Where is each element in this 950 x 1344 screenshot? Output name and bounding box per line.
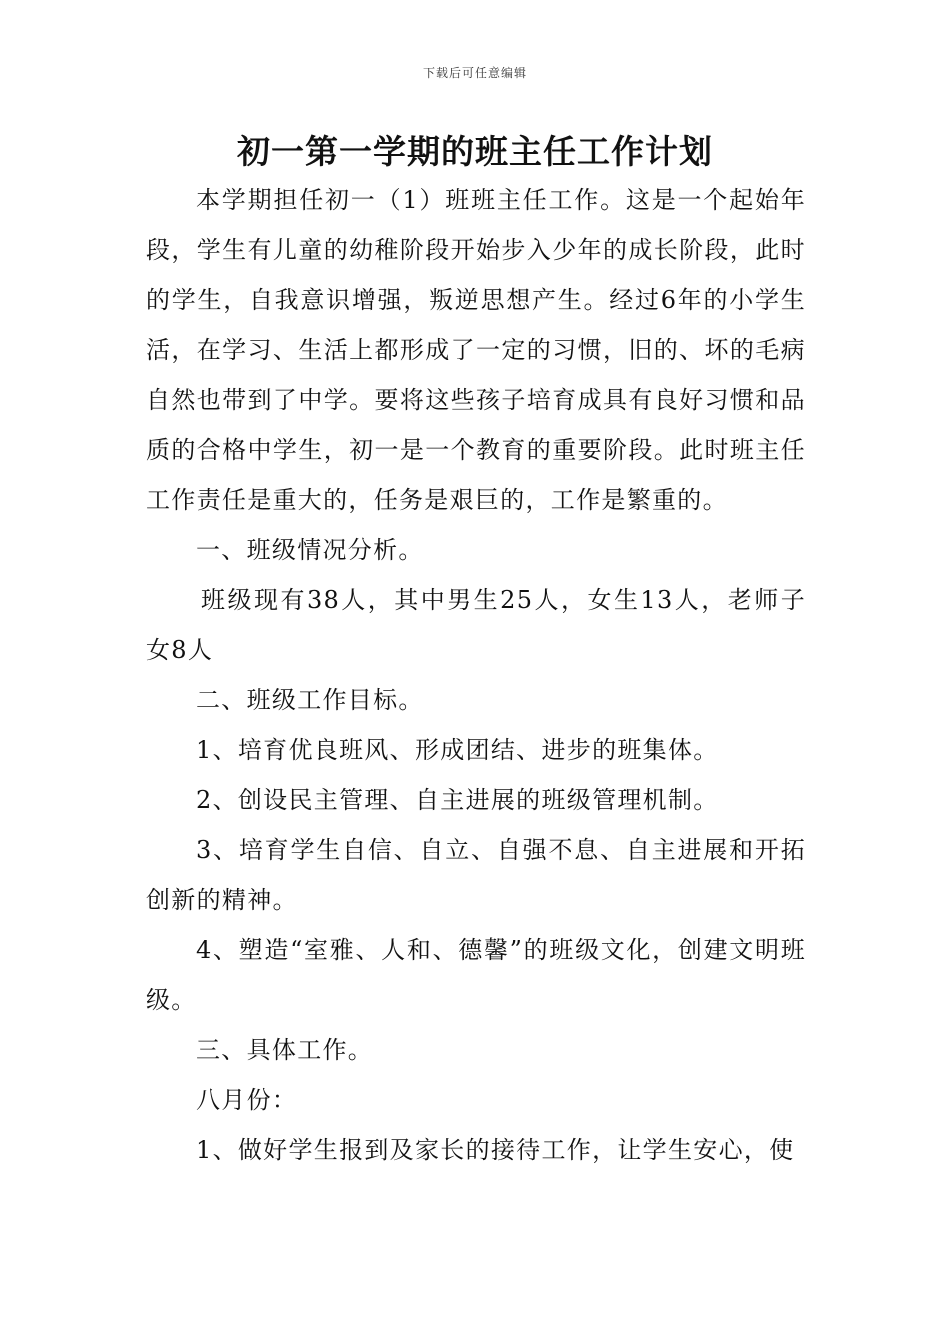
- goal-item-4: 4、塑造“室雅、人和、德馨”的班级文化，创建文明班级。: [146, 936, 806, 1014]
- section-heading-class-analysis: 一、班级情况分析。: [196, 536, 424, 564]
- goal-item-3: 3、培育学生自信、自立、自强不息、自主进展和开拓创新的精神。: [146, 836, 806, 914]
- month-heading-august: 八月份：: [196, 1086, 298, 1114]
- paragraph-intro: 本学期担任初一（1）班班主任工作。这是一个起始年段，学生有儿童的幼稚阶段开始步入少年的成长阶段，此时的学生，自我意识增强，叛逆思想产生。经过6年的小学生活，在学习、生活上都形成了一定的习惯，旧的、坏的毛病自然也带到了中学。要将这些孩子培育成具有良好习惯和品质的合格中学生，初一是一个教育的重要阶段。此时班主任工作责任是重大的，任务是艰巨的，工作是繁重的。: [146, 186, 806, 514]
- august-item-1: 1、做好学生报到及家长的接待工作，让学生安心，使: [196, 1136, 795, 1164]
- section-heading-specific-work: 三、具体工作。: [196, 1036, 374, 1064]
- document-title: 初一第一学期的班主任工作计划: [237, 132, 713, 171]
- section-heading-class-goals: 二、班级工作目标。: [196, 686, 424, 714]
- goal-item-1: 1、培育优良班风、形成团结、进步的班集体。: [196, 736, 719, 764]
- document-body: [146, 175, 806, 1175]
- goal-item-2: 2、创设民主管理、自主进展的班级管理机制。: [196, 786, 719, 814]
- header-note: 下载后可任意编辑: [422, 66, 527, 80]
- paragraph-class-stats: 班级现有38人，其中男生25人，女生13人，老师子女8人: [146, 586, 806, 664]
